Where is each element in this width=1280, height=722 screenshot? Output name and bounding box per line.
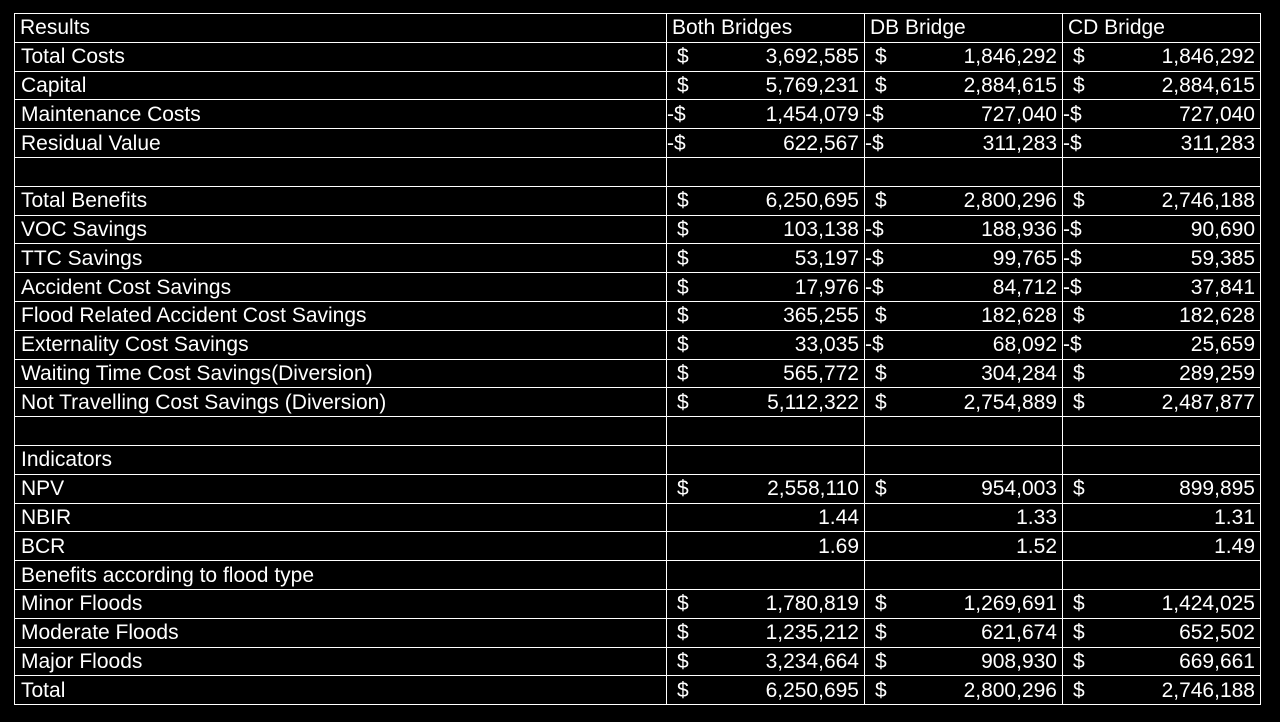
plain-value: 1.44 [818,505,859,529]
row-label [15,417,667,446]
header-cd-bridge: CD Bridge [1063,14,1261,43]
value-cell [667,417,865,446]
currency-sign: $ [1073,649,1085,673]
currency-value [1063,651,1255,672]
row-label: Waiting Time Cost Savings(Diversion) [15,359,667,388]
amount: 37,841 [1190,275,1255,299]
currency-sign: $ [677,45,689,69]
value-cell [1063,561,1261,590]
currency-sign: $ [677,246,689,270]
value-cell [1063,301,1261,330]
currency-sign: -$ [865,217,884,241]
value-cell [865,330,1063,359]
value-cell [667,42,865,71]
currency-value [667,75,859,96]
amount: 3,234,664 [765,649,859,673]
currency-value [865,622,1057,643]
value-cell [865,42,1063,71]
amount: 365,255 [783,304,859,328]
value-cell [865,589,1063,618]
currency-sign: $ [875,361,887,385]
table-row [15,215,1261,244]
amount: 1,846,292 [963,45,1057,69]
currency-sign: $ [875,304,887,328]
value-cell [865,618,1063,647]
currency-value [865,305,1057,326]
currency-sign: $ [1073,477,1085,501]
table-row [15,71,1261,100]
row-label: Residual Value [15,129,667,158]
amount: 311,283 [1180,131,1255,155]
amount: 1,235,212 [765,621,859,645]
value-cell [865,215,1063,244]
amount: 899,895 [1179,477,1255,501]
currency-value [1063,363,1255,384]
value-cell [667,129,865,158]
currency-sign: $ [677,73,689,97]
currency-value [865,219,1057,240]
row-label: NBIR [15,503,667,532]
value-cell [1063,330,1261,359]
amount: 908,930 [981,649,1057,673]
plain-value: 1.49 [1214,534,1255,558]
amount: 954,003 [981,477,1057,501]
currency-value [865,133,1057,154]
header-results: Results [15,14,667,43]
value-cell [1063,186,1261,215]
value-cell [865,474,1063,503]
currency-sign: $ [875,649,887,673]
currency-sign: $ [875,45,887,69]
value-cell [667,215,865,244]
value-cell [1063,388,1261,417]
currency-sign: -$ [1063,275,1082,299]
currency-sign: $ [677,275,689,299]
value-cell [667,503,865,532]
currency-sign: $ [677,333,689,357]
amount: 652,502 [1179,621,1255,645]
row-label: Total Benefits [15,186,667,215]
value-cell [667,561,865,590]
table-row [15,244,1261,273]
value-cell [1063,647,1261,676]
currency-value [1063,392,1255,413]
value-cell [1063,532,1261,561]
amount: 289,259 [1179,361,1255,385]
amount: 2,746,188 [1161,678,1255,702]
amount: 68,092 [992,333,1057,357]
value-cell [865,647,1063,676]
row-label: Indicators [15,445,667,474]
currency-value [1063,75,1255,96]
amount: 1,454,079 [765,102,859,126]
table-row [15,359,1261,388]
plain-value: 1.52 [1016,534,1057,558]
currency-value [865,190,1057,211]
value-cell [865,561,1063,590]
currency-value [667,277,859,298]
table-body [15,42,1261,704]
table-row [15,589,1261,618]
currency-sign: -$ [865,275,884,299]
amount: 669,661 [1179,649,1255,673]
row-label: Externality Cost Savings [15,330,667,359]
currency-value [667,248,859,269]
currency-sign: $ [677,304,689,328]
amount: 727,040 [981,102,1057,126]
row-label: Flood Related Accident Cost Savings [15,301,667,330]
value-cell [667,273,865,302]
value-cell [667,359,865,388]
value-cell [667,445,865,474]
value-cell [1063,618,1261,647]
currency-value [1063,219,1255,240]
row-label: NPV [15,474,667,503]
value-cell [667,157,865,186]
currency-sign: $ [1073,189,1085,213]
currency-sign: $ [677,621,689,645]
currency-value [865,248,1057,269]
currency-sign: $ [1073,621,1085,645]
currency-value [865,478,1057,499]
currency-sign: -$ [667,131,686,155]
value-cell [865,273,1063,302]
value-cell [667,100,865,129]
currency-sign: $ [875,73,887,97]
amount: 2,800,296 [963,678,1057,702]
table-row [15,186,1261,215]
currency-value [667,363,859,384]
value-cell [667,244,865,273]
table-row [15,273,1261,302]
value-cell [865,445,1063,474]
currency-value [1063,478,1255,499]
currency-sign: -$ [1063,131,1082,155]
amount: 84,712 [992,275,1057,299]
currency-value [667,305,859,326]
currency-sign: $ [875,678,887,702]
currency-sign: -$ [1063,246,1082,270]
currency-sign: $ [677,217,689,241]
currency-value [865,75,1057,96]
table-row [15,503,1261,532]
value-cell [667,474,865,503]
amount: 304,284 [981,361,1057,385]
value-cell [1063,100,1261,129]
value-cell [667,388,865,417]
currency-sign: $ [875,477,887,501]
value-cell [667,532,865,561]
amount: 99,765 [992,246,1057,270]
currency-sign: $ [1073,678,1085,702]
amount: 103,138 [783,217,859,241]
amount: 2,884,615 [1161,73,1255,97]
plain-value: 1.31 [1214,505,1255,529]
currency-value [667,219,859,240]
value-cell [865,301,1063,330]
currency-value [865,46,1057,67]
currency-sign: $ [1073,304,1085,328]
plain-value: 1.33 [1016,505,1057,529]
value-cell [1063,445,1261,474]
value-cell [667,330,865,359]
currency-value [1063,680,1255,701]
value-cell [865,532,1063,561]
value-cell [1063,417,1261,446]
amount: 3,692,585 [765,45,859,69]
currency-value [865,363,1057,384]
amount: 2,558,110 [767,477,859,501]
table-row [15,445,1261,474]
plain-value: 1.69 [818,534,859,558]
currency-value [865,392,1057,413]
row-label: Total [15,676,667,705]
value-cell [667,647,865,676]
currency-value [1063,334,1255,355]
amount: 565,772 [783,361,859,385]
currency-value [865,680,1057,701]
currency-value [1063,248,1255,269]
amount: 6,250,695 [765,678,859,702]
amount: 1,269,691 [963,592,1057,616]
value-cell [865,157,1063,186]
value-cell [1063,474,1261,503]
currency-value [1063,622,1255,643]
value-cell [667,71,865,100]
value-cell [865,359,1063,388]
currency-value [667,104,859,125]
value-cell [865,71,1063,100]
currency-value [865,277,1057,298]
amount: 17,976 [794,275,859,299]
currency-value [667,392,859,413]
amount: 311,283 [982,131,1057,155]
currency-sign: $ [875,592,887,616]
table-row [15,618,1261,647]
currency-value [865,104,1057,125]
table-row [15,474,1261,503]
currency-sign: -$ [865,102,884,126]
currency-value [865,651,1057,672]
row-label: Moderate Floods [15,618,667,647]
value-cell [1063,273,1261,302]
row-label: Capital [15,71,667,100]
amount: 59,385 [1190,246,1255,270]
amount: 2,800,296 [963,189,1057,213]
value-cell [865,100,1063,129]
value-cell [865,129,1063,158]
currency-value [667,622,859,643]
currency-value [865,334,1057,355]
currency-value [865,593,1057,614]
header-db-bridge: DB Bridge [865,14,1063,43]
currency-sign: $ [875,621,887,645]
value-cell [1063,503,1261,532]
currency-sign: -$ [1063,102,1082,126]
value-cell [1063,42,1261,71]
currency-value [667,133,859,154]
amount: 621,674 [981,621,1057,645]
table-row [15,532,1261,561]
row-label: Total Costs [15,42,667,71]
currency-value [1063,593,1255,614]
value-cell [865,503,1063,532]
currency-sign: -$ [865,131,884,155]
currency-sign: $ [1073,73,1085,97]
currency-sign: $ [677,189,689,213]
amount: 1,780,819 [765,592,859,616]
currency-value [667,46,859,67]
currency-sign: $ [1073,592,1085,616]
amount: 2,754,889 [963,390,1057,414]
table-row [15,100,1261,129]
value-cell [1063,157,1261,186]
table-row [15,157,1261,186]
currency-sign: $ [677,678,689,702]
table-row [15,129,1261,158]
currency-value [667,680,859,701]
currency-value [1063,305,1255,326]
currency-sign: $ [677,390,689,414]
value-cell [1063,244,1261,273]
amount: 727,040 [1179,102,1255,126]
results-table [14,13,1261,705]
amount: 622,567 [783,131,859,155]
amount: 1,846,292 [1161,45,1255,69]
row-label [15,157,667,186]
amount: 182,628 [981,304,1057,328]
value-cell [1063,215,1261,244]
value-cell [667,186,865,215]
value-cell [865,388,1063,417]
currency-sign: $ [1073,45,1085,69]
value-cell [865,186,1063,215]
value-cell [865,417,1063,446]
currency-value [667,593,859,614]
row-label: Accident Cost Savings [15,273,667,302]
currency-sign: -$ [1063,333,1082,357]
value-cell [1063,359,1261,388]
row-label: Benefits according to flood type [15,561,667,590]
amount: 1,424,025 [1161,592,1255,616]
amount: 2,746,188 [1161,189,1255,213]
currency-sign: $ [677,649,689,673]
value-cell [1063,129,1261,158]
row-label: Maintenance Costs [15,100,667,129]
value-cell [667,618,865,647]
amount: 5,112,322 [767,390,859,414]
row-label: BCR [15,532,667,561]
currency-sign: -$ [865,246,884,270]
value-cell [667,589,865,618]
currency-value [1063,133,1255,154]
table-row [15,676,1261,705]
currency-value [1063,190,1255,211]
value-cell [667,301,865,330]
currency-value [1063,104,1255,125]
row-label: TTC Savings [15,244,667,273]
currency-value [667,478,859,499]
table-row [15,647,1261,676]
header-both-bridges: Both Bridges [667,14,865,43]
currency-sign: -$ [667,102,686,126]
currency-sign: -$ [865,333,884,357]
currency-value [667,190,859,211]
amount: 182,628 [1179,304,1255,328]
amount: 5,769,231 [765,73,859,97]
table-row [15,301,1261,330]
table-row [15,330,1261,359]
currency-sign: $ [677,592,689,616]
currency-sign: $ [875,189,887,213]
currency-sign: $ [677,477,689,501]
currency-value [667,334,859,355]
currency-sign: $ [875,390,887,414]
amount: 33,035 [794,333,859,357]
amount: 90,690 [1190,217,1255,241]
currency-sign: -$ [1063,217,1082,241]
currency-value [1063,277,1255,298]
currency-sign: $ [677,361,689,385]
row-label: Not Travelling Cost Savings (Diversion) [15,388,667,417]
value-cell [1063,589,1261,618]
currency-value [667,651,859,672]
currency-value [1063,46,1255,67]
value-cell [865,676,1063,705]
currency-sign: $ [1073,361,1085,385]
amount: 2,884,615 [963,73,1057,97]
amount: 6,250,695 [765,189,859,213]
value-cell [667,676,865,705]
value-cell [1063,71,1261,100]
amount: 2,487,877 [1161,390,1255,414]
table-row [15,42,1261,71]
amount: 53,197 [794,246,859,270]
row-label: Major Floods [15,647,667,676]
amount: 25,659 [1190,333,1255,357]
value-cell [865,244,1063,273]
row-label: Minor Floods [15,589,667,618]
table-row [15,561,1261,590]
table-row [15,417,1261,446]
amount: 188,936 [981,217,1057,241]
header-row [15,14,1261,43]
table-row [15,388,1261,417]
row-label: VOC Savings [15,215,667,244]
value-cell [1063,676,1261,705]
currency-sign: $ [1073,390,1085,414]
